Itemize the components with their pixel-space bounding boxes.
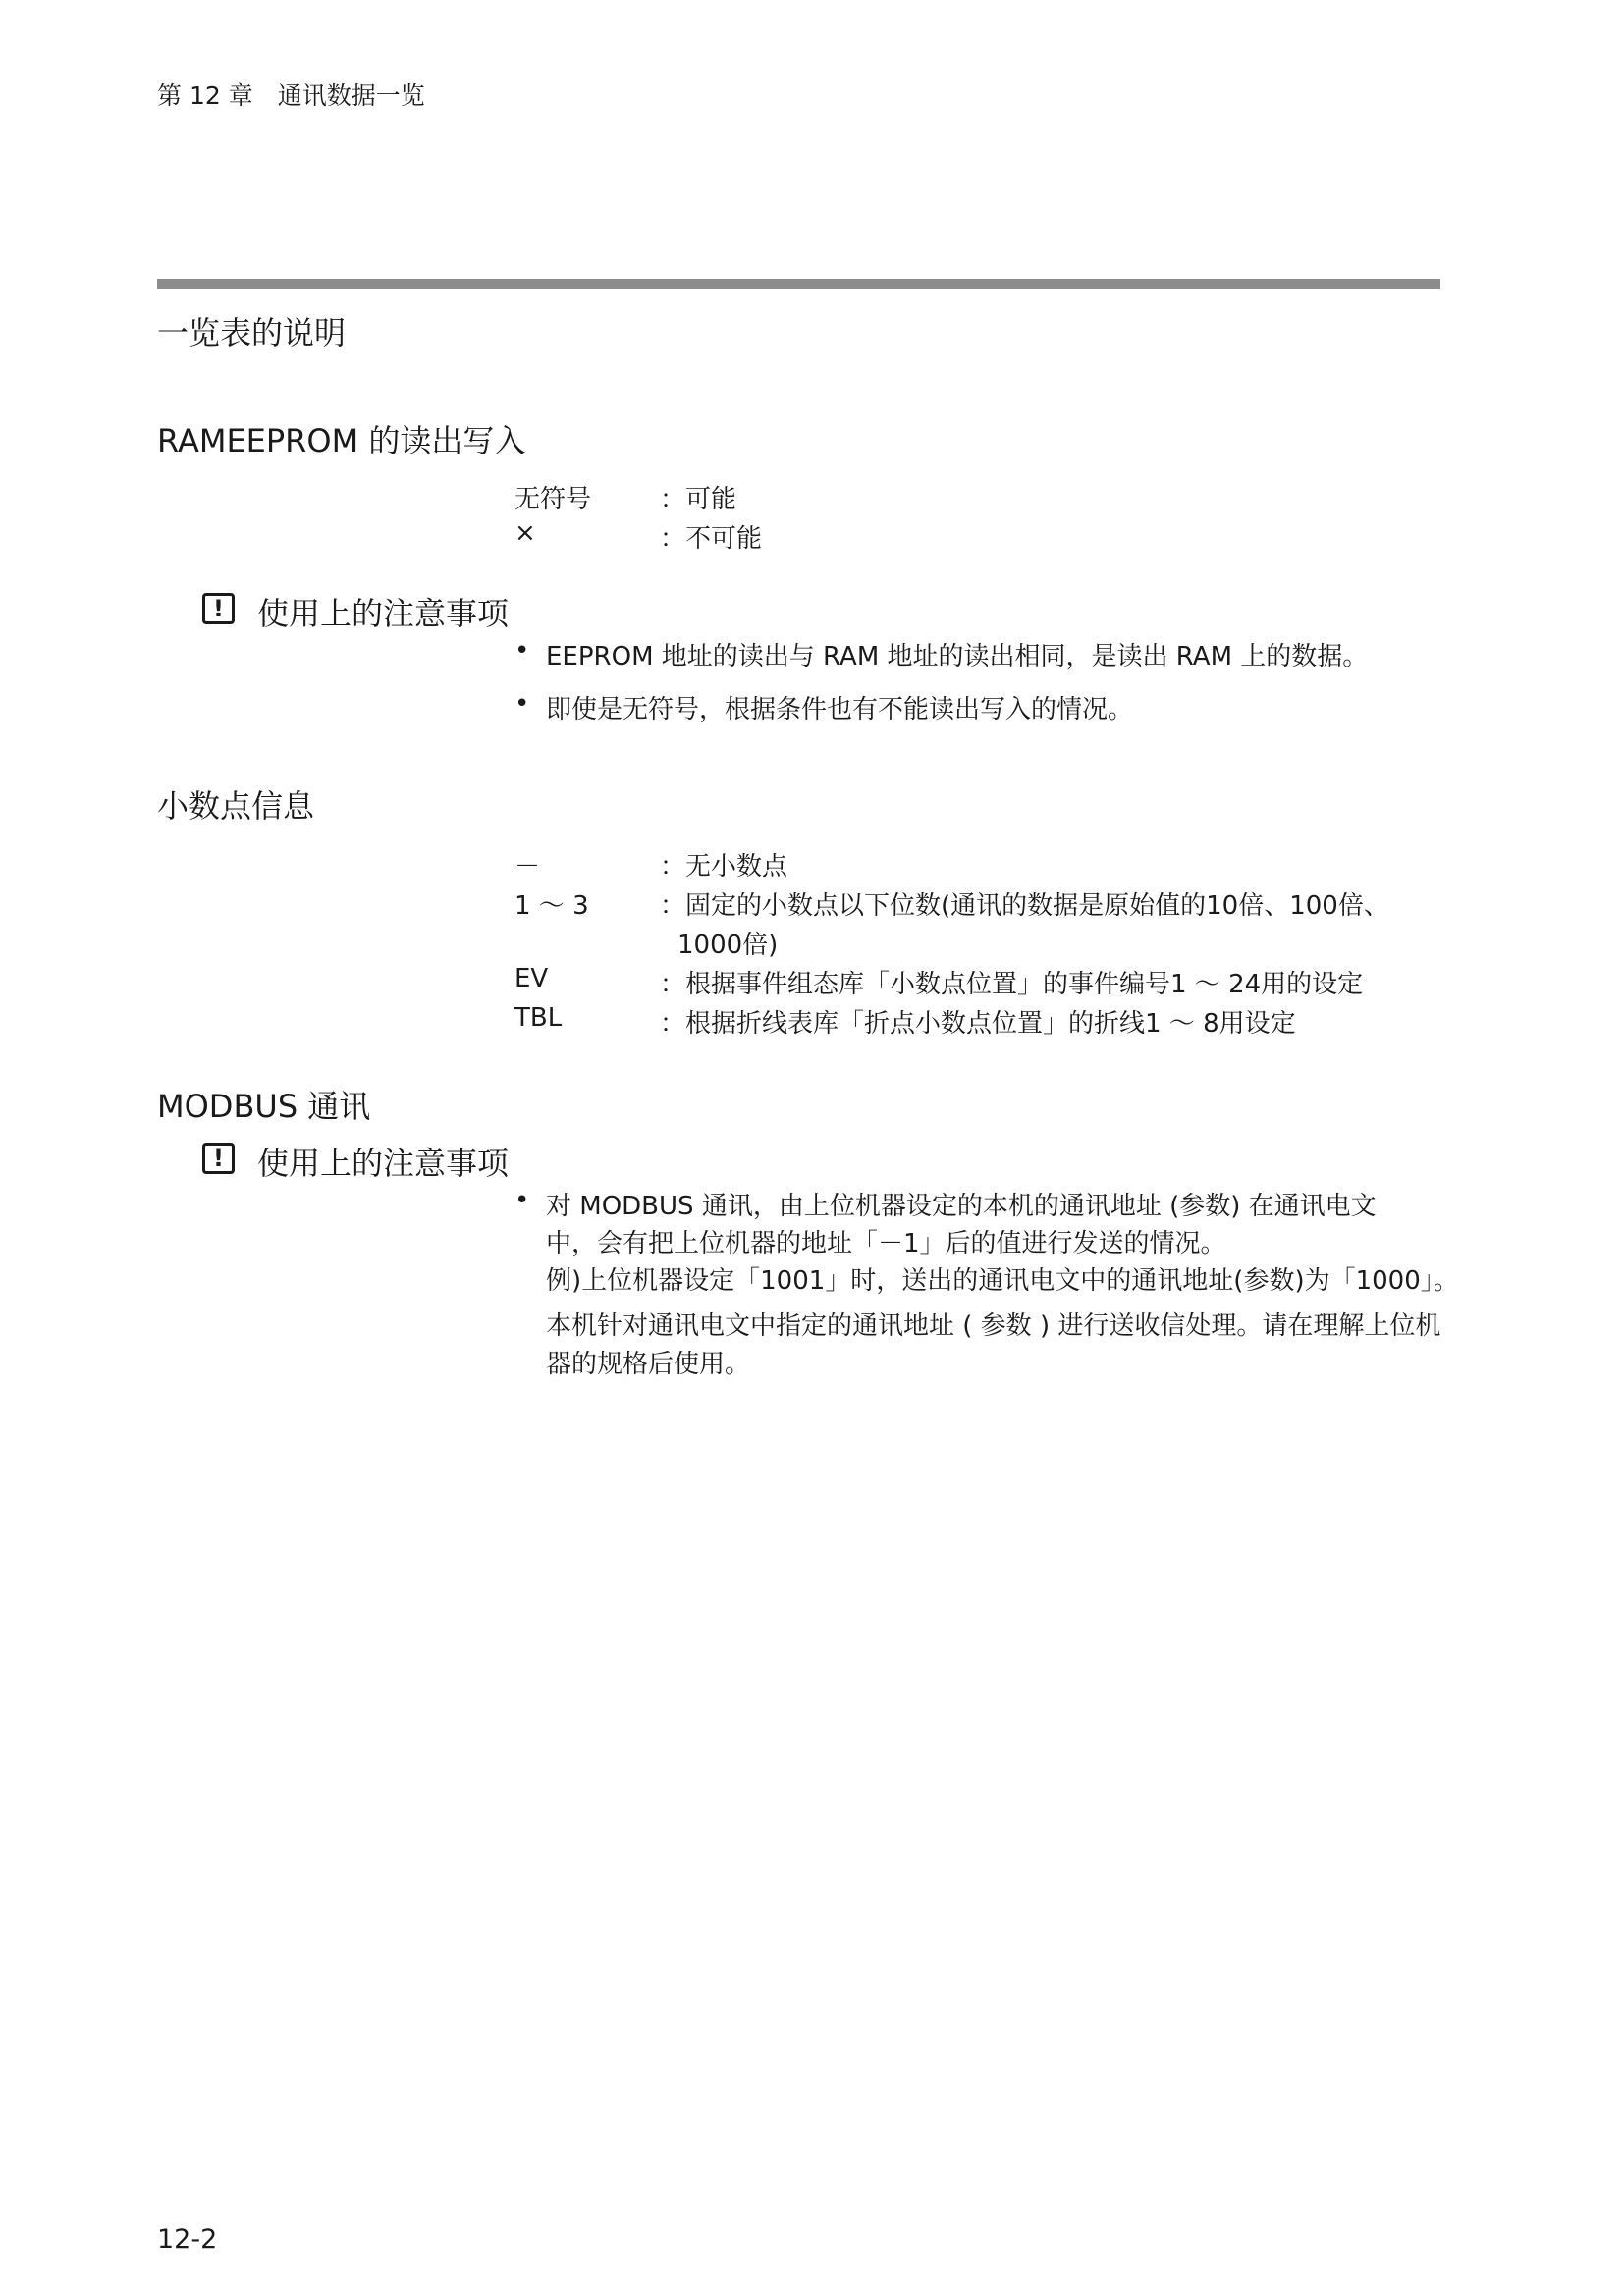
decimal-label: EV [514,964,549,993]
legend-label: 无符号 [514,485,592,514]
decimal-label: TBL [514,1003,563,1033]
caution-icon-glyph: ! [202,1143,235,1174]
bullet-dot: • [514,1186,530,1215]
decimal-label: 1 ～ 3 [514,891,589,921]
overview-title: 一览表的说明 [157,314,347,351]
modbus-bullet-line: 对 MODBUS 通讯，由上位机器设定的本机的通讯地址 (参数) 在通讯电文 [546,1192,1377,1221]
ram-eeprom-title: RAMEEPROM 的读出写入 [157,422,526,459]
decimal-value: ：根据事件组态库「小数点位置」的事件编号1 ～ 24用的设定 [660,970,1364,999]
decimal-value: ：根据折线表库「折点小数点位置」的折线1 ～ 8用设定 [660,1009,1296,1039]
legend-label: × [514,518,536,548]
legend-value: ：可能 [660,485,737,514]
caution-title: 使用上的注意事项 [257,1145,510,1182]
bullet-dot: • [514,689,530,719]
caution-icon [202,593,235,624]
modbus-example-line: 例)上位机器设定「1001」时，送出的通讯电文中的通讯地址(参数)为「1000」。 [546,1266,1459,1296]
decimal-label: － [514,852,541,881]
section-divider [157,279,1440,289]
legend-value: ：不可能 [660,524,763,554]
caution-bullet: 即使是无符号，根据条件也有不能读出写入的情况。 [546,695,1134,724]
page-number: 12-2 [157,2224,218,2255]
modbus-bullet-line: 中，会有把上位机器的地址「－1」后的值进行发送的情况。 [546,1229,1226,1258]
modbus-paragraph: 本机针对通讯电文中指定的通讯地址 ( 参数 ) 进行送收信处理。请在理解上位机器的规格后使用。 [546,1311,1441,1379]
caution-title: 使用上的注意事项 [257,595,510,632]
decimal-value: ：无小数点 [660,852,788,881]
decimal-value-cont: 1000倍) [677,931,779,960]
modbus-title: MODBUS 通讯 [157,1088,371,1125]
caution-icon-glyph: ! [202,593,235,624]
running-head: 第 12 章 通讯数据一览 [157,81,425,110]
caution-icon [202,1143,235,1174]
bullet-dot: • [514,636,530,666]
decimal-value: ：固定的小数点以下位数(通讯的数据是原始值的10倍、100倍、 [660,891,1389,921]
decimal-point-title: 小数点信息 [157,787,315,825]
caution-bullet: EEPROM 地址的读出与 RAM 地址的读出相同，是读出 RAM 上的数据。 [546,642,1369,671]
